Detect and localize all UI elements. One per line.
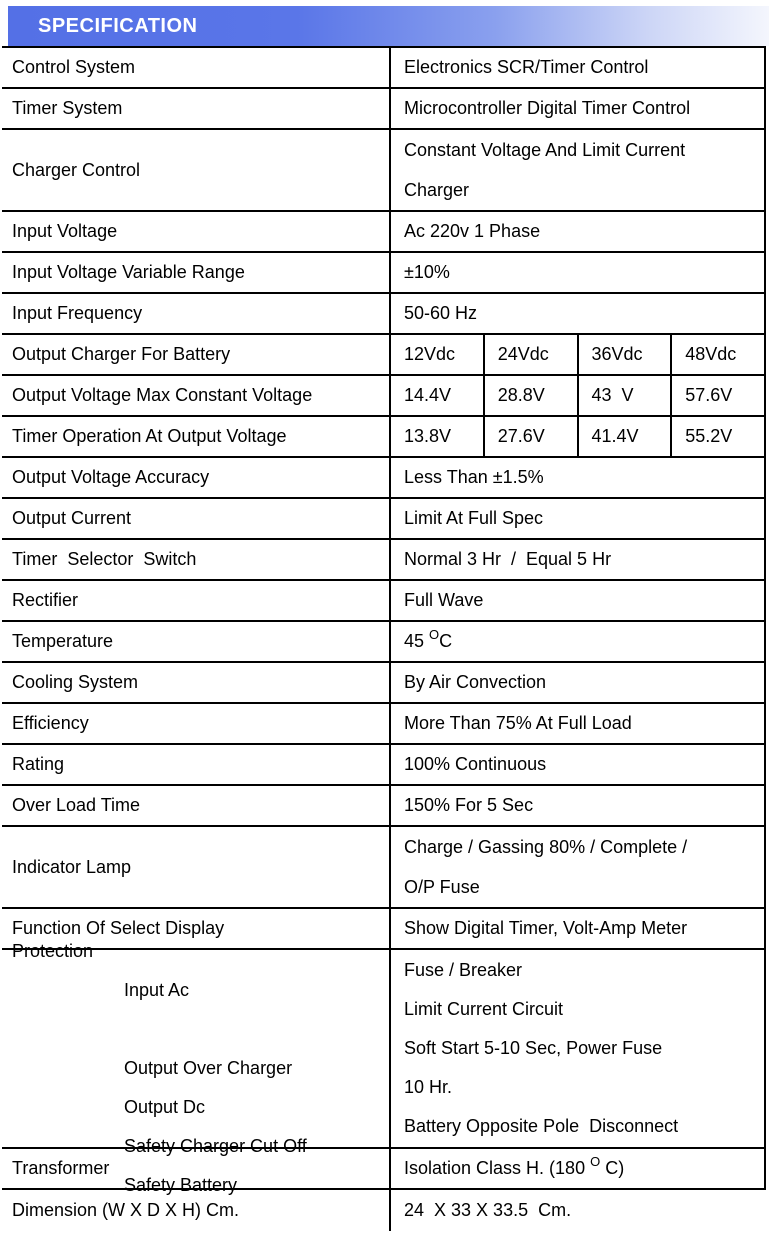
table-row bbox=[2, 458, 766, 499]
row-value bbox=[391, 1149, 764, 1188]
value-cell: 55.2V bbox=[685, 426, 733, 446]
value-cell: 14.4V bbox=[391, 376, 485, 415]
row-label: Rectifier bbox=[2, 581, 391, 620]
table-row bbox=[2, 499, 766, 540]
row-value: By Air Convection bbox=[404, 672, 547, 692]
protection-sublabel: Input Ac bbox=[124, 979, 190, 1000]
section-header-bar bbox=[8, 6, 769, 46]
row-label: Input Voltage Variable Range bbox=[2, 253, 391, 292]
row-label: Transformer bbox=[2, 1149, 391, 1188]
protection-sublabel: Safety Charger Cut Off bbox=[124, 1135, 307, 1156]
table-row bbox=[2, 704, 766, 745]
row-value bbox=[391, 622, 764, 661]
protection-head: Protection bbox=[12, 940, 94, 961]
row-value: Less Than ±1.5% bbox=[404, 467, 544, 487]
row-label: Output Charger For Battery bbox=[2, 335, 391, 374]
protection-sublabel: Output Over Charger bbox=[124, 1057, 293, 1078]
value-text: Isolation Class H. (180 bbox=[404, 1158, 591, 1178]
table-row bbox=[2, 89, 766, 130]
table-row bbox=[2, 581, 766, 622]
protection-sublabel: Output Dc bbox=[124, 1096, 206, 1117]
row-label: Output Current bbox=[2, 499, 391, 538]
row-value: 100% Continuous bbox=[404, 754, 547, 774]
specification-table bbox=[2, 46, 766, 1231]
table-row bbox=[2, 253, 766, 294]
table-row bbox=[2, 745, 766, 786]
value-line: Constant Voltage And Limit Current bbox=[404, 140, 686, 160]
value-line: Limit Current Circuit bbox=[404, 999, 564, 1019]
row-label: Timer Operation At Output Voltage bbox=[2, 417, 391, 456]
degree-superscript: O bbox=[429, 627, 440, 642]
value-line: 10 Hr. bbox=[404, 1077, 453, 1097]
value-line: Fuse / Breaker bbox=[404, 960, 523, 980]
row-label: Rating bbox=[2, 745, 391, 784]
row-value: Ac 220v 1 Phase bbox=[404, 221, 541, 241]
value-cell: 28.8V bbox=[485, 376, 579, 415]
value-text: 45 bbox=[404, 631, 430, 651]
row-value: Full Wave bbox=[404, 590, 484, 610]
value-text: C bbox=[439, 631, 453, 651]
table-row bbox=[2, 540, 766, 581]
table-row bbox=[2, 294, 766, 335]
value-cell: 12Vdc bbox=[391, 335, 485, 374]
protection-line bbox=[2, 893, 389, 1049]
row-label: Function Of Select Display bbox=[2, 909, 391, 948]
row-label: Timer Selector Switch bbox=[2, 540, 391, 579]
table-row bbox=[2, 417, 766, 458]
value-text: C) bbox=[600, 1158, 625, 1178]
value-line: Soft Start 5-10 Sec, Power Fuse bbox=[404, 1038, 663, 1058]
row-label: Efficiency bbox=[2, 704, 391, 743]
table-row bbox=[2, 622, 766, 663]
row-value: Electronics SCR/Timer Control bbox=[404, 57, 649, 77]
value-line: Charger bbox=[404, 180, 470, 200]
table-row bbox=[2, 663, 766, 704]
table-row bbox=[2, 335, 766, 376]
row-label: Control System bbox=[2, 48, 391, 87]
row-value: ±10% bbox=[404, 262, 450, 282]
row-label: Timer System bbox=[2, 89, 391, 128]
row-value-group bbox=[391, 417, 764, 456]
value-line: O/P Fuse bbox=[404, 877, 480, 897]
row-label: Input Voltage bbox=[2, 212, 391, 251]
table-row bbox=[2, 212, 766, 253]
row-value bbox=[391, 827, 764, 907]
row-value: 24 X 33 X 33.5 Cm. bbox=[404, 1200, 572, 1220]
table-row bbox=[2, 130, 766, 212]
row-value-group bbox=[391, 335, 764, 374]
row-label: Output Voltage Max Constant Voltage bbox=[2, 376, 391, 415]
value-cell: 36Vdc bbox=[579, 335, 673, 374]
row-value bbox=[391, 130, 764, 210]
row-label: Indicator Lamp bbox=[2, 827, 391, 907]
value-cell: 27.6V bbox=[485, 417, 579, 456]
row-value: 150% For 5 Sec bbox=[404, 795, 534, 815]
value-cell: 41.4V bbox=[579, 417, 673, 456]
row-label: Temperature bbox=[2, 622, 391, 661]
table-row bbox=[2, 376, 766, 417]
row-value bbox=[391, 950, 764, 1147]
row-value-group bbox=[391, 376, 764, 415]
row-value: Microcontroller Digital Timer Control bbox=[404, 98, 691, 118]
value-cell: 24Vdc bbox=[485, 335, 579, 374]
value-line: Battery Opposite Pole Disconnect bbox=[404, 1116, 679, 1136]
degree-superscript: O bbox=[590, 1154, 601, 1169]
value-cell: 13.8V bbox=[391, 417, 485, 456]
value-line: Charge / Gassing 80% / Complete / bbox=[404, 837, 688, 857]
row-value: Limit At Full Spec bbox=[404, 508, 544, 528]
table-row bbox=[2, 786, 766, 827]
row-value: Show Digital Timer, Volt-Amp Meter bbox=[404, 918, 688, 938]
row-value: Normal 3 Hr / Equal 5 Hr bbox=[404, 549, 612, 569]
row-label: Over Load Time bbox=[2, 786, 391, 825]
value-cell: 43 V bbox=[579, 376, 673, 415]
row-label: Dimension (W X D X H) Cm. bbox=[2, 1190, 391, 1231]
row-value: 50-60 Hz bbox=[404, 303, 478, 323]
value-cell: 48Vdc bbox=[685, 344, 737, 364]
protection-sublabel: Safety Battery bbox=[124, 1174, 238, 1195]
table-row bbox=[2, 48, 766, 89]
page-title: SPECIFICATION bbox=[38, 14, 198, 37]
value-cell: 57.6V bbox=[685, 385, 733, 405]
row-label: Cooling System bbox=[2, 663, 391, 702]
row-label: Output Voltage Accuracy bbox=[2, 458, 391, 497]
row-label: Charger Control bbox=[2, 130, 391, 210]
row-value: More Than 75% At Full Load bbox=[404, 713, 632, 733]
row-label: Input Frequency bbox=[2, 294, 391, 333]
